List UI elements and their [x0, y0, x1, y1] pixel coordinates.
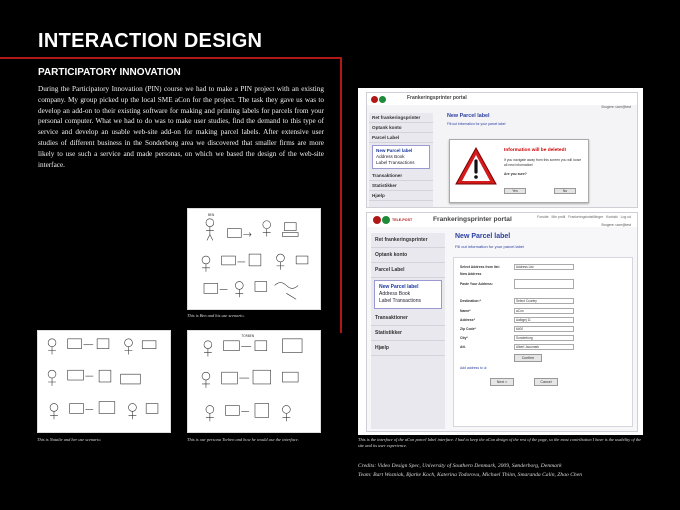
interface-screenshot [358, 88, 643, 435]
dialog-no-button[interactable]: No [554, 188, 576, 194]
front-nav-5[interactable]: Statistikker [371, 326, 445, 341]
back-user-label: Brugere: user@test [601, 105, 631, 109]
caption-ben: This is Ben and his use scenario. [187, 313, 245, 318]
back-nav-4[interactable]: Transaktioner [369, 171, 433, 181]
front-nav-1[interactable]: Ret frankeringsprinter [371, 233, 445, 248]
row-address [460, 317, 574, 323]
front-window [366, 212, 638, 432]
front-logo [373, 216, 412, 224]
dialog-title: Information will be deleted! [504, 148, 567, 153]
front-portal-title: Frankeringsprinter portal [433, 216, 512, 223]
front-nav-4[interactable]: Transaktioner [371, 311, 445, 326]
sketch-torben-heading: TORBEN [241, 333, 255, 338]
att-input[interactable]: Albert Jacumark [514, 344, 574, 350]
city-input[interactable]: Sonderborg [514, 335, 574, 341]
next-button[interactable]: Next > [490, 378, 514, 386]
front-logo-green [382, 216, 390, 224]
back-main-title: New Parcel label [447, 113, 490, 119]
paste-address-input[interactable] [514, 279, 574, 289]
address-input[interactable]: Aalbgej 11 [514, 317, 574, 323]
sketch-ben-drawing [188, 209, 320, 309]
row-select [460, 264, 574, 270]
front-nav-2[interactable]: Optank konto [371, 248, 445, 263]
name-label: Name* [460, 309, 471, 313]
top-link-settings[interactable]: Frankeringsindstillinger [568, 215, 604, 219]
credits-line-1: Credits: Video Design Spec, University of Southern Denmark, 2009, Sønderborg, Denmark [358, 463, 562, 469]
zip-label: Zip Code* [460, 327, 476, 331]
logo-mark-red [371, 96, 378, 103]
sketch-natalie [37, 330, 171, 433]
row-name [460, 308, 574, 314]
front-top-links [537, 215, 631, 219]
warning-icon [454, 146, 498, 186]
front-user-label: Brugere: user@test [601, 223, 631, 227]
sketch-ben-heading: BEN [207, 212, 215, 217]
section-heading: PARTICIPATORY INNOVATION [38, 67, 181, 78]
back-subnav-new[interactable]: New Parcel label [376, 148, 413, 153]
sketch-torben [187, 330, 321, 433]
back-nav-1[interactable]: Ret frankeringsprinter [369, 113, 433, 123]
sketch-ben [187, 208, 321, 310]
caption-natalie: This is Natalie and her use scenario. [37, 437, 102, 442]
back-nav-3[interactable]: Parcel Label [369, 133, 433, 143]
row-att [460, 344, 574, 350]
address-label: Address* [460, 318, 475, 322]
zip-input[interactable]: 6400 [514, 326, 574, 332]
page-title: INTERACTION DESIGN [38, 30, 263, 52]
back-portal-title: Frankeringsprinter portal [407, 95, 467, 101]
dialog-yes-button[interactable]: Yes [504, 188, 526, 194]
back-sidebar [369, 113, 433, 207]
screenshot-caption: This is the interface of the aCon parcel label interface. I had to keep the aCon design of the rest of the page, so the most contribution I have is the usability of the site and its user experience. [358, 437, 642, 448]
att-label: Att. [460, 345, 466, 349]
front-logo-red [373, 216, 381, 224]
front-logo-text: TELE-POST [392, 218, 413, 222]
dialog-text: If you navigate away from this screen you will loose all new information! [504, 158, 582, 167]
red-divider-vertical [340, 57, 342, 333]
red-divider-horizontal [0, 57, 342, 59]
parcel-form [453, 257, 633, 427]
credits [358, 462, 582, 480]
credits-line-2: Team: Bart Wozniak, Bjarke Koch, Katerina Todorova, Michael Thiim, Smaranda Calin, Zhao Chen [358, 472, 583, 478]
top-link-logout[interactable]: Log ud [620, 215, 631, 219]
sketch-torben-drawing [188, 331, 320, 432]
caption-torben: This is our persona Torben and how he would use the interface. [187, 437, 299, 442]
front-subnav [374, 280, 442, 309]
select-list-label: Select Address from list: [460, 265, 500, 269]
back-nav-2[interactable]: Optank konto [369, 123, 433, 133]
front-main-sub: Fill out information for your parcel label [455, 244, 524, 249]
back-subnav [372, 145, 430, 169]
sketch-natalie-drawing [38, 331, 170, 432]
top-link-profil[interactable]: Min profil [551, 215, 566, 219]
address-list-select[interactable]: Address List [514, 264, 574, 270]
back-logo [371, 96, 387, 103]
top-link-forside[interactable]: Forside [537, 215, 549, 219]
city-label: City* [460, 336, 468, 340]
front-subnav-address[interactable]: Address Book [379, 291, 411, 297]
add-address-link[interactable]: Add address to ul [460, 366, 487, 370]
back-subnav-address[interactable]: Address Book [376, 154, 405, 159]
new-address-label: New Address [460, 272, 482, 276]
front-subnav-trans[interactable]: Label Transactions [379, 298, 421, 304]
warning-dialog [449, 139, 589, 203]
row-new [460, 272, 514, 276]
intro-paragraph: During the Participatory Innovation (PIN) course we had to make a PIN project with an existing company. My group picked up the local SME aCon for the project. The task they gave us was to develop an add-on to their existing software for making and printing labels for parcels from your personal computer. What we had to do was to make user studies, find the demand to this type of service and develop an usable web-site add-on for making parcel labels. After extensive user studies of different business in the Sonderborg area we discovered that smaller firms are more likely to use such a service and made personas, on which we based the design of the web-site interface. [38, 85, 324, 169]
back-nav-6[interactable]: Hjælp [369, 191, 433, 201]
back-subnav-trans[interactable]: Label Transactions [376, 160, 415, 165]
back-nav-5[interactable]: Statistikker [369, 181, 433, 191]
confirm-button[interactable]: Confirm [514, 354, 542, 362]
back-main-sub: Fill out information for your parcel label [447, 122, 506, 126]
logo-mark-green [379, 96, 386, 103]
front-nav-6[interactable]: Hjælp [371, 341, 445, 356]
destination-select[interactable]: Select Country [514, 298, 574, 304]
row-dest [460, 298, 574, 304]
front-sidebar [371, 233, 445, 429]
destination-label: Destination:* [460, 299, 481, 303]
row-zip [460, 326, 574, 332]
top-link-kontakt[interactable]: Kontakt [606, 215, 618, 219]
dialog-question: Are you sure? [504, 172, 527, 176]
front-main-title: New Parcel label [455, 233, 511, 240]
front-nav-3[interactable]: Parcel Label [371, 263, 445, 278]
back-window [366, 92, 638, 208]
name-input[interactable]: aCon [514, 308, 574, 314]
front-subnav-new[interactable]: New Parcel label [379, 284, 419, 290]
paste-address-label: Paste Your Address: [460, 282, 493, 286]
cancel-button[interactable]: Cancel [534, 378, 558, 386]
row-paste [460, 279, 574, 289]
row-city [460, 335, 574, 341]
